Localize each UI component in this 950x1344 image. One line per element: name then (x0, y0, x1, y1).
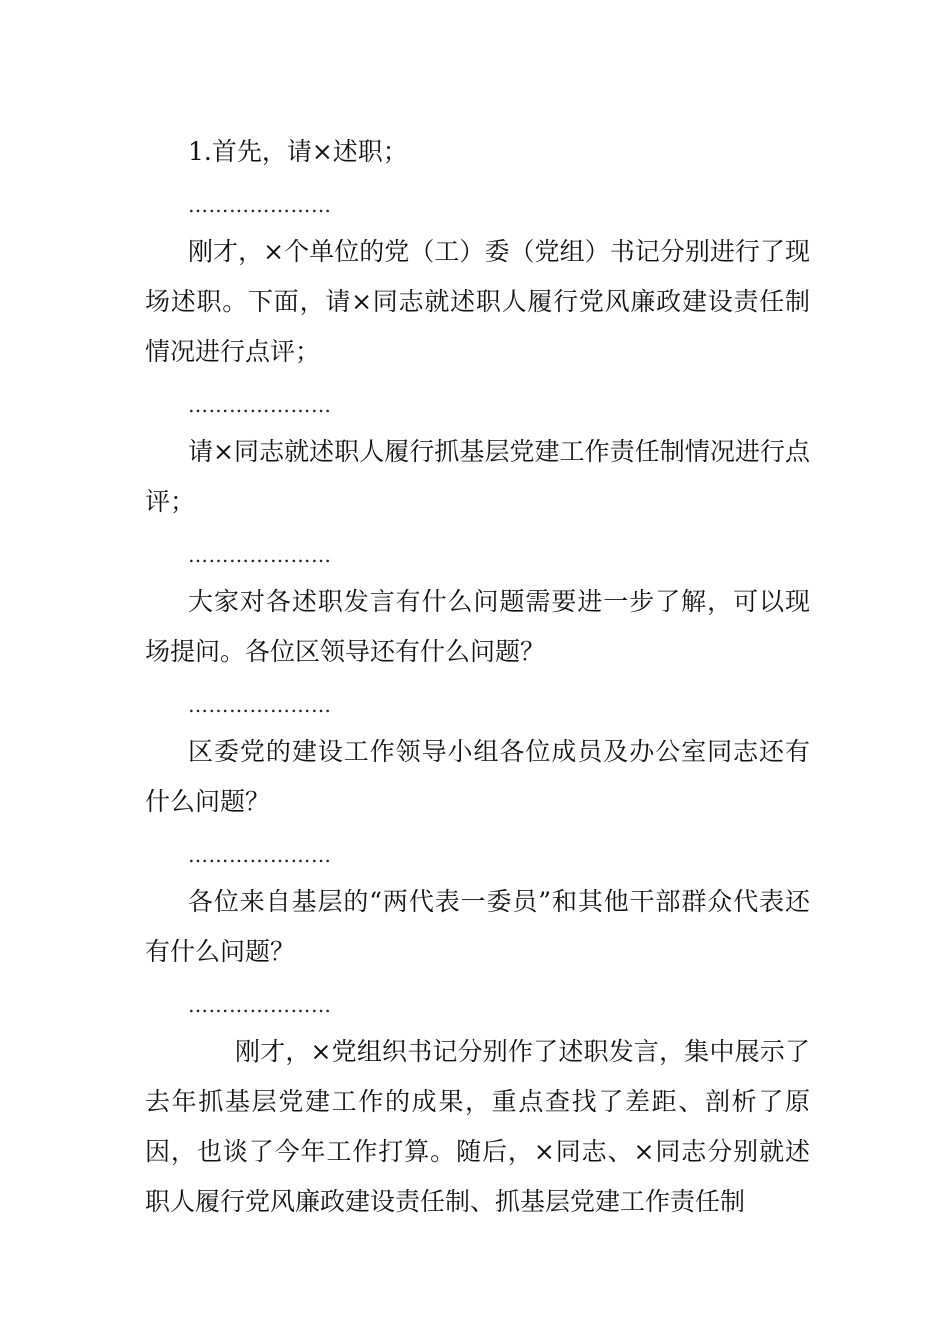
ellipsis-line: ………………… (188, 543, 332, 567)
paragraph-party-commentary: 刚才，×个单位的党（工）委（党组）书记分别进行了现场述职。下面，请×同志就述职人履行党风廉政建设责任制情况进行点评； (145, 237, 810, 366)
paragraph-questions-leaders: 大家对各述职发言有什么问题需要进一步了解，可以现场提问。各位区领导还有什么问题？ (145, 587, 810, 666)
paragraph-grassroots-commentary: 请×同志就述职人履行抓基层党建工作责任制情况进行点评； (145, 437, 810, 516)
ellipsis-line: ………………… (188, 693, 332, 717)
ellipsis-line: ………………… (188, 843, 332, 867)
document-body (145, 127, 810, 1227)
ellipsis-line: ………………… (188, 393, 332, 417)
paragraph-questions-group-members: 区委党的建设工作领导小组各位成员及办公室同志还有什么问题？ (145, 737, 810, 816)
ellipsis-line: ………………… (188, 193, 332, 217)
paragraph-summary: 刚才，×党组织书记分别作了述职发言，集中展示了去年抓基层党建工作的成果，重点查找了差距、剖析了原因，也谈了今年工作打算。随后，×同志、×同志分别就述职人履行党风廉政建设责任制、抓基层党建工作责任制 (145, 1037, 810, 1216)
ellipsis-line: ………………… (188, 993, 332, 1017)
paragraph-questions-representatives: 各位来自基层的“两代表一委员”和其他干部群众代表还有什么问题？ (145, 887, 810, 966)
paragraph-opening: 1.首先，请×述职； (188, 137, 408, 166)
